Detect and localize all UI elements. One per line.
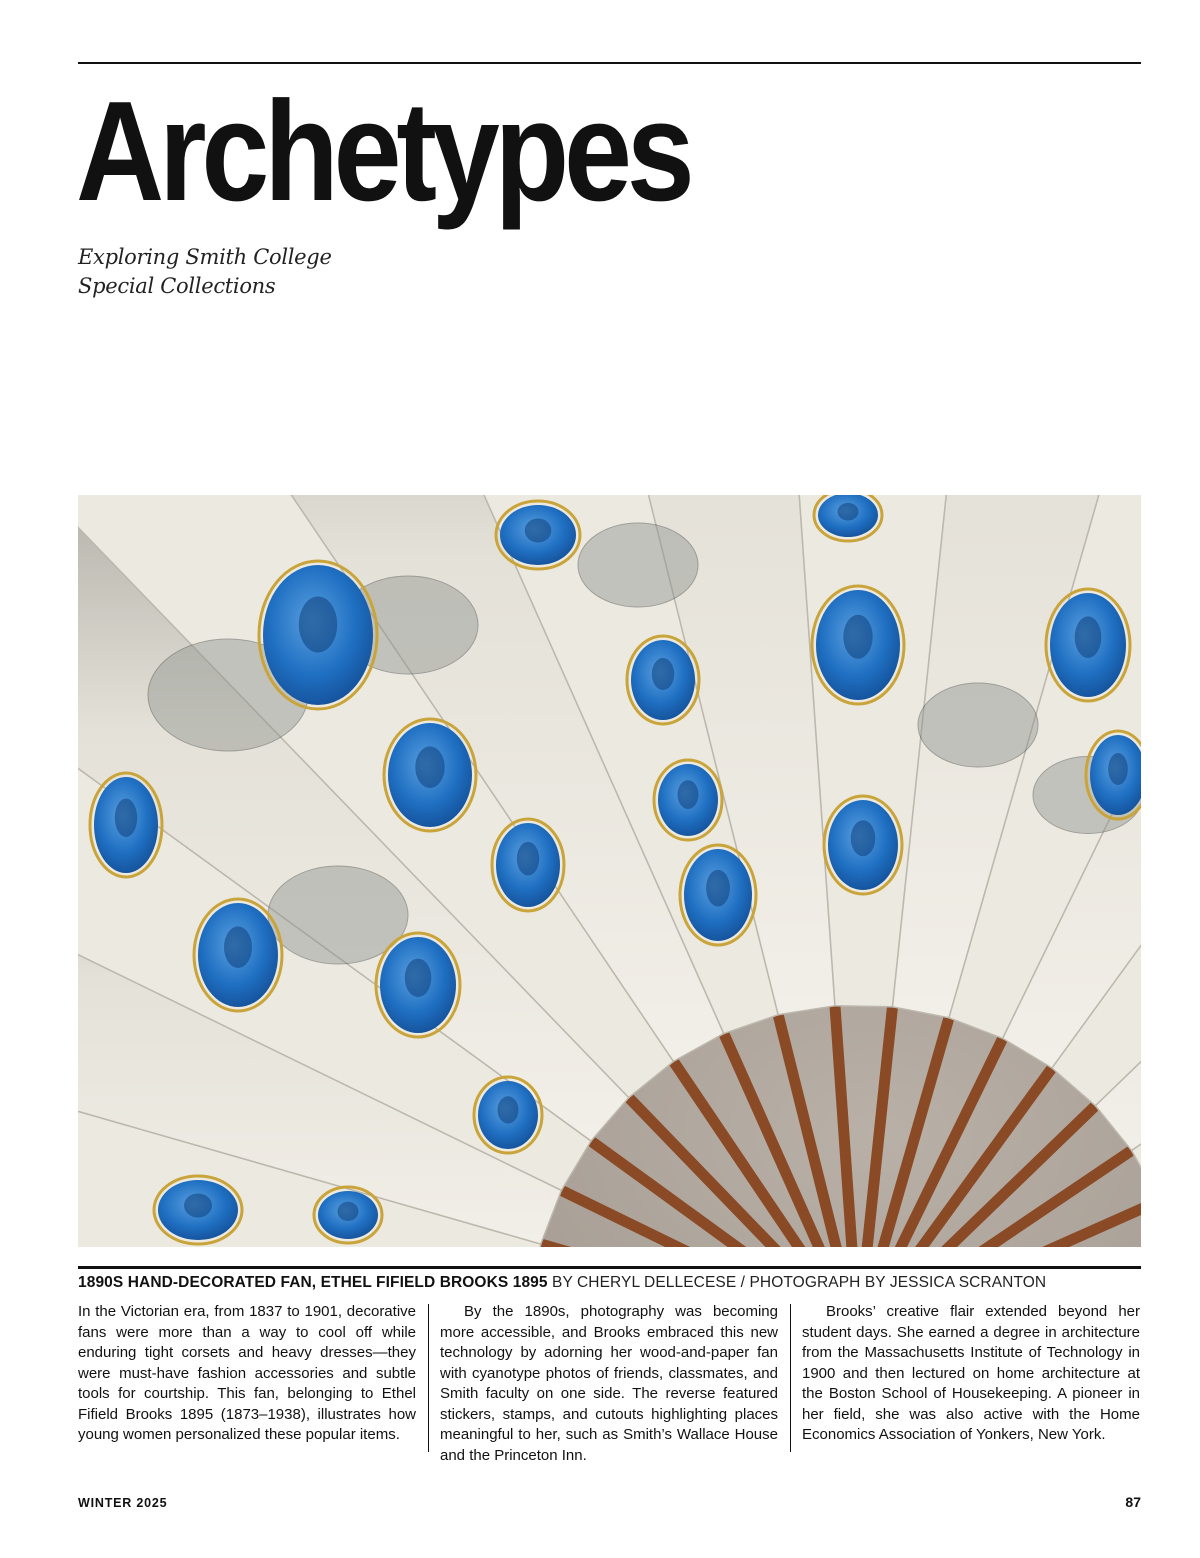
portrait-figure xyxy=(338,1202,359,1221)
page-number: 87 xyxy=(1125,1494,1141,1510)
painted-leaf xyxy=(578,523,698,607)
portrait-figure xyxy=(184,1194,212,1218)
subtitle-line-1: Exploring Smith College xyxy=(78,245,332,269)
portrait-figure xyxy=(299,597,338,653)
fan-illustration xyxy=(78,495,1141,1247)
caption-credit: BY CHERYL DELLECESE / PHOTOGRAPH BY JESSICA SCRANTON xyxy=(547,1274,1047,1291)
column-divider-1 xyxy=(428,1304,429,1452)
portrait-figure xyxy=(1108,753,1128,785)
portrait-figure xyxy=(224,926,252,968)
portrait-figure xyxy=(115,799,137,837)
issue-label: WINTER 2025 xyxy=(78,1496,168,1510)
page-subtitle xyxy=(78,243,498,301)
body-column-3: Brooks’ creative flair extended beyond her student days. She earned a degree in architecture from the Massachusetts Institute of Technology in 1900 and then lectured on home architecture at the Boston School of Housekeeping. A pioneer in her field, she was also active with the Home Economics Association of Yonkers, New York. xyxy=(802,1303,1140,1443)
portrait-figure xyxy=(405,959,432,997)
portrait-figure xyxy=(1075,616,1102,658)
portrait-figure xyxy=(678,780,699,809)
portrait-figure xyxy=(517,842,539,876)
portrait-figure xyxy=(843,615,872,659)
caption-title: 1890S HAND-DECORATED FAN, ETHEL FIFIELD BROOKS 1895 xyxy=(78,1274,548,1291)
portrait-figure xyxy=(525,519,552,543)
body-column-1: In the Victorian era, from 1837 to 1901, decorative fans were more than a way to cool off while enduring tight corsets and heavy dresses—they were must-have fashion accessories and subtle tools for courtship. This fan, belonging to Ethel Fifield Brooks 1895 (1873–1938), illustrates how young women personalized these popular items. xyxy=(78,1303,416,1443)
portrait-figure xyxy=(706,870,730,907)
portrait-figure xyxy=(838,503,859,521)
page-title: Archetypes xyxy=(76,72,690,231)
portrait-figure xyxy=(652,658,674,690)
portrait-figure xyxy=(851,820,876,856)
caption-rule xyxy=(78,1266,1141,1269)
portrait-figure xyxy=(415,746,444,788)
subtitle-line-2: Special Collections xyxy=(78,274,276,298)
body-column-2: By the 1890s, photography was becoming more accessible, and Brooks embraced this new technology by adorning her wood-and-paper fan with cyanotype photos of friends, classmates, and Smith faculty on one side. The reverse featured stickers, stamps, and cutouts highlighting places meaningful to her, such as Smith’s Wallace House and the Princeton Inn. xyxy=(440,1303,778,1464)
column-divider-2 xyxy=(790,1304,791,1452)
photo-caption xyxy=(78,1273,1148,1293)
portrait-figure xyxy=(498,1096,519,1123)
fan-photograph xyxy=(78,495,1141,1247)
top-rule xyxy=(78,62,1141,64)
painted-leaf xyxy=(918,683,1038,767)
